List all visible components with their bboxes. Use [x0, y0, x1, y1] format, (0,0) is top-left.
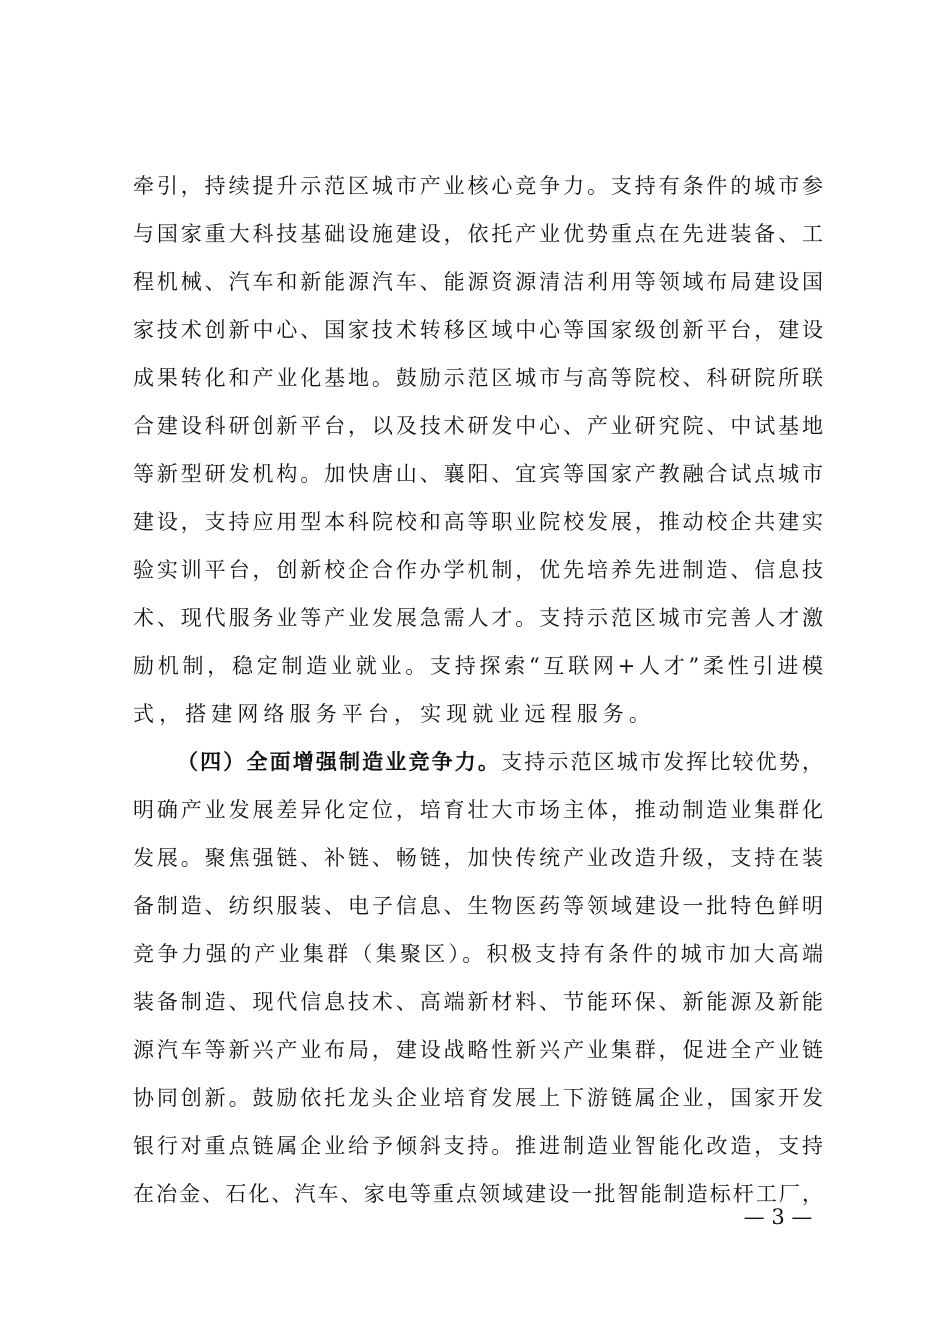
paragraph-line: 备制造、纺织服装、电子信息、生物医药等领域建设一批特色鲜明	[133, 894, 823, 918]
section-4-first-line-text: 支持示范区城市发挥比较优势，	[501, 750, 824, 774]
paragraph-line: 竞争力强的产业集群（集聚区）。积极支持有条件的城市加大高端	[133, 942, 823, 966]
paragraph-line-last: 式，搭建网络服务平台，实现就业远程服务。	[133, 702, 655, 726]
paragraph-line: 成果转化和产业化基地。鼓励示范区城市与高等院校、科研院所联	[133, 366, 823, 390]
paragraph-line: 验实训平台，创新校企合作办学机制，优先培养先进制造、信息技	[133, 558, 823, 582]
paragraph-line: 程机械、汽车和新能源汽车、能源资源清洁利用等领域布局建设国	[133, 270, 823, 294]
paragraph-line: 银行对重点链属企业给予倾斜支持。推进制造业智能化改造，支持	[133, 1134, 823, 1158]
paragraph-line: 牵引，持续提升示范区城市产业核心竞争力。支持有条件的城市参	[133, 174, 823, 198]
paragraph-line: 明确产业发展差异化定位，培育壮大市场主体，推动制造业集群化	[133, 798, 823, 822]
section-4-first-line	[177, 746, 823, 778]
paragraph-line: 与国家重大科技基础设施建设，依托产业优势重点在先进装备、工	[133, 222, 823, 246]
paragraph-line: 发展。聚焦强链、补链、畅链，加快传统产业改造升级，支持在装	[133, 846, 823, 870]
section-4-heading: （四）全面增强制造业竞争力。	[177, 749, 502, 774]
paragraph-line: 术、现代服务业等产业发展急需人才。支持示范区城市完善人才激	[133, 606, 823, 630]
paragraph-line: 建设，支持应用型本科院校和高等职业院校发展，推动校企共建实	[133, 510, 823, 534]
page-number: — 3 —	[743, 1205, 813, 1229]
paragraph-line: 协同创新。鼓励依托龙头企业培育发展上下游链属企业，国家开发	[133, 1086, 823, 1110]
paragraph-line: 在冶金、石化、汽车、家电等重点领域建设一批智能制造标杆工厂，	[133, 1182, 823, 1206]
paragraph-line: 合建设科研创新平台，以及技术研发中心、产业研究院、中试基地	[133, 414, 823, 438]
paragraph-line: 装备制造、现代信息技术、高端新材料、节能环保、新能源及新能	[133, 990, 823, 1014]
paragraph-line: 励机制，稳定制造业就业。支持探索“互联网+人才”柔性引进模	[133, 654, 823, 678]
paragraph-line: 源汽车等新兴产业布局，建设战略性新兴产业集群，促进全产业链	[133, 1038, 823, 1062]
paragraph-line: 家技术创新中心、国家技术转移区域中心等国家级创新平台，建设	[133, 318, 823, 342]
paragraph-line: 等新型研发机构。加快唐山、襄阳、宜宾等国家产教融合试点城市	[133, 462, 823, 486]
